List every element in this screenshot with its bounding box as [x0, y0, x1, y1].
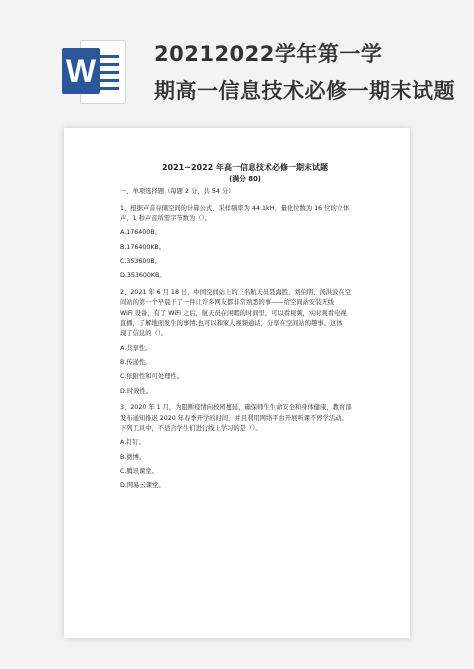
question-line: 发布通知推迟 2020 年春季开学的时间，并且利用网络平台开展听课不停学活动。 — [120, 414, 348, 422]
option-a: A.176400B。 — [120, 229, 161, 237]
option-c: C.353600B。 — [120, 258, 162, 266]
option-d: D.353600KB。 — [120, 272, 166, 280]
option-a: A.共享性。 — [120, 344, 152, 352]
question-line: 3、2020 年 1 月，为阻断疫情向校园蔓延，确保师生生命安全和身体健康，教育部 — [120, 404, 352, 412]
document-title: 2021~2022 年高一信息技术必修一期末试题 — [161, 163, 329, 172]
document-content — [120, 162, 370, 496]
option-b: B.176400KB。 — [120, 243, 166, 251]
document-subtitle: (满分 80) — [229, 175, 261, 183]
question-line: 现了信息的（）。 — [120, 330, 168, 338]
question-line: 间站的第一个早晨干了一件让许多网友都非常熟悉的事——给空间站安装无线 — [120, 299, 335, 307]
header — [0, 0, 474, 128]
section-heading: 一、单项选择题（每题 2 分，共 54 分） — [120, 188, 235, 196]
page-title-line-1: 20212022学年第一学 — [154, 42, 383, 66]
question-2 — [120, 288, 370, 397]
word-document-icon — [62, 38, 126, 108]
question-line: WiFi 设备，有了 WiFi 之后，航天员在闲暇的时间里，可以看视频，实时观看电视 — [120, 309, 347, 317]
question-line: 声，1 秒声音所需字节数为（）。 — [120, 214, 212, 222]
option-a: A.钉钉。 — [120, 439, 146, 447]
option-c: C.腾讯课堂。 — [120, 468, 158, 476]
question-line: 直播，了解地面发生的事情;也可以和家人视频通话，分享在空间站的趣事。这体 — [120, 319, 343, 327]
question-3 — [120, 403, 370, 492]
word-badge: W — [62, 48, 100, 94]
document-preview — [64, 128, 410, 638]
question-line: 2、2021 年 6 月 18 日，中国空间站上的三名航天员聂海胜、刘伯明、汤洪波在空 — [120, 288, 351, 296]
option-c: C.依附性和可处理性。 — [120, 373, 184, 381]
option-d: D.网易云课堂。 — [120, 482, 165, 490]
question-line: 下列工具中，不适合学生们进行线上学习的是（）。 — [120, 424, 262, 432]
question-line: 1、根据声音存储空间的计算公式，采样频率为 44.1kH，量化位数为 16 位的立体 — [120, 204, 350, 212]
option-b: B.传递性。 — [120, 359, 152, 367]
question-1 — [120, 204, 370, 282]
option-b: B.微博。 — [120, 453, 146, 461]
option-d: D.时效性。 — [120, 387, 153, 395]
page-title-line-2: 期高一信息技术必修一期末试题 — [154, 79, 455, 103]
